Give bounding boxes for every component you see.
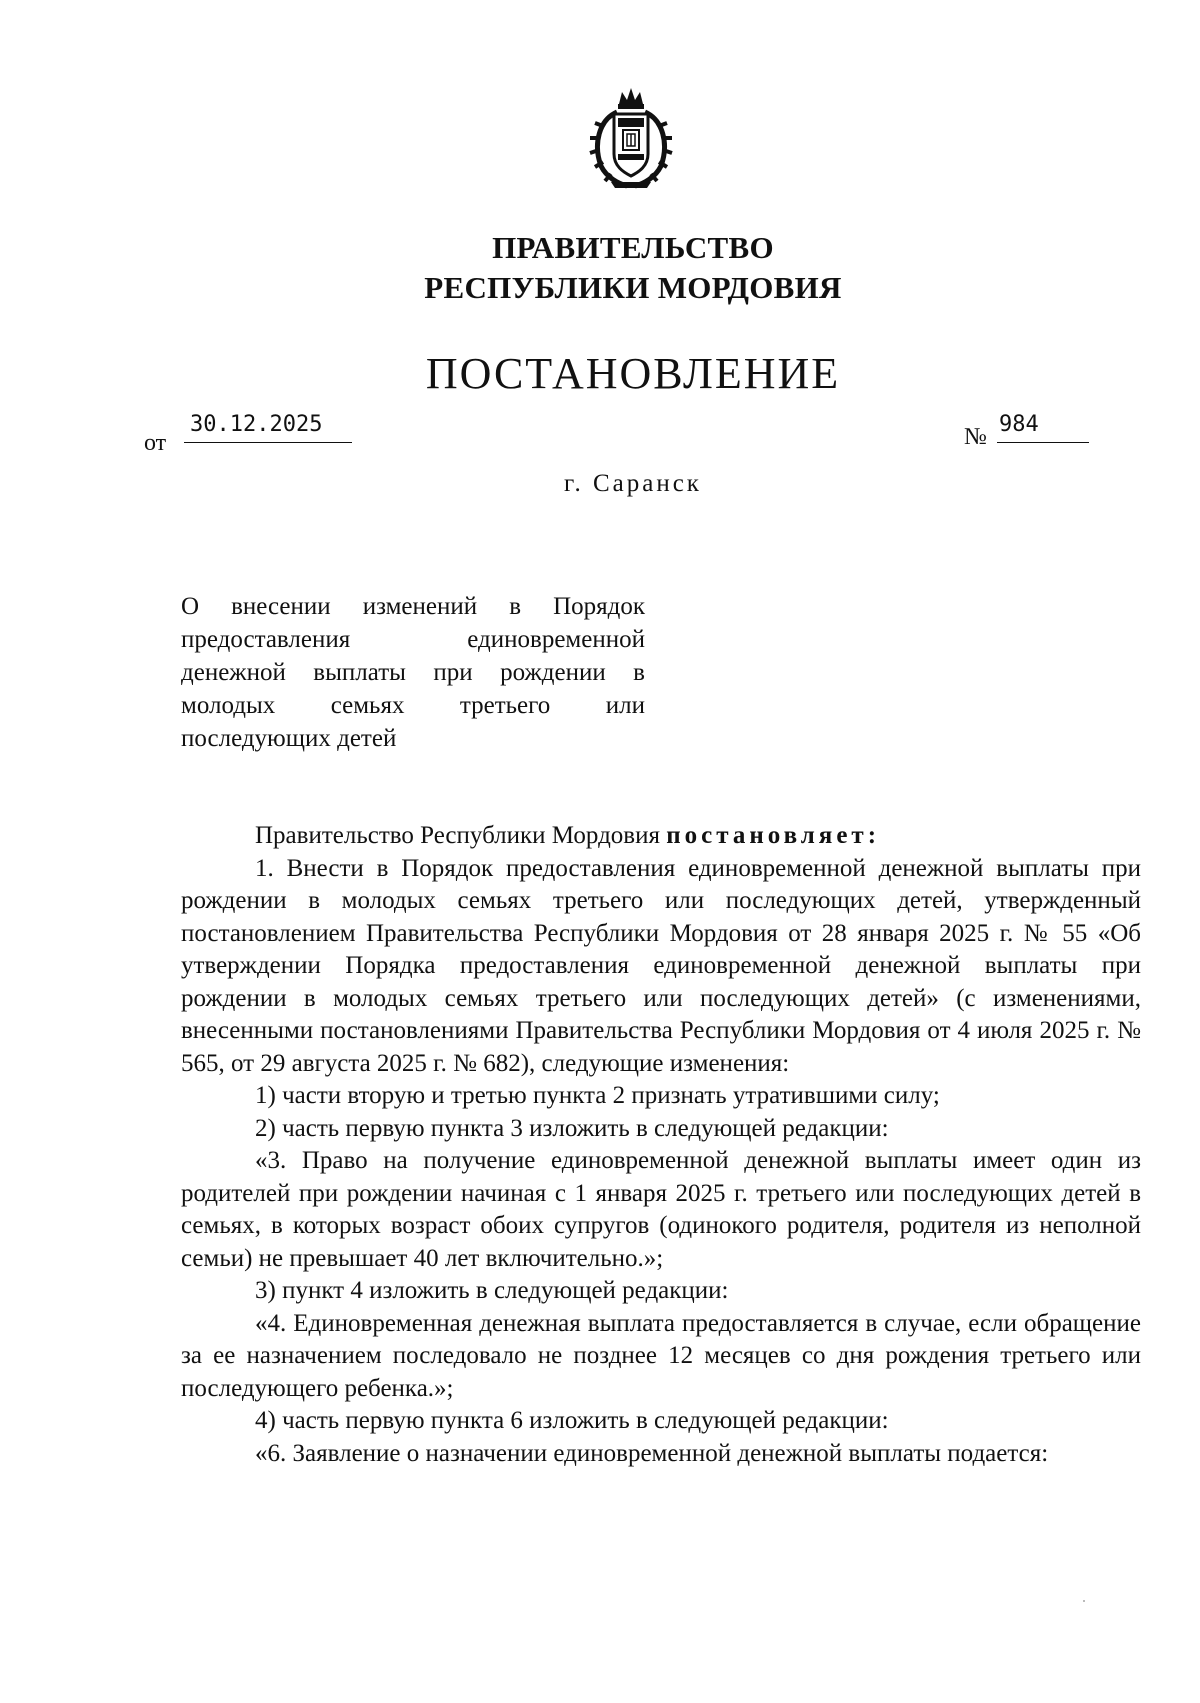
document-date: 30.12.2025 xyxy=(184,412,352,443)
government-name-line1: ПРАВИТЕЛЬСТВО xyxy=(492,230,774,265)
intro-text: Правительство Республики Мордовия xyxy=(255,822,660,849)
body-paragraph: «4. Единовременная денежная выплата предоставляется в случае, если обращение за ее назначением последовало не позднее 12 месяцев со дня рождения третьего или последующего ребенка.»; xyxy=(181,1309,1141,1402)
body-paragraph: 3) пункт 4 изложить в следующей редакции: xyxy=(255,1277,729,1304)
body-paragraph: «6. Заявление о назначении единовременной денежной выплаты подается: xyxy=(255,1439,1049,1467)
subject-line: предоставления единовременной xyxy=(181,626,645,653)
document-type-title: ПОСТАНОВЛЕНИЕ xyxy=(425,349,841,398)
body-paragraph: 1) части вторую и третью пункта 2 признать утратившими силу; xyxy=(255,1082,940,1109)
document-body xyxy=(181,820,1141,1470)
date-prefix: от xyxy=(144,430,167,456)
document-number: 984 xyxy=(997,412,1089,443)
subject-line: денежной выплаты при рождении в xyxy=(181,659,645,686)
scan-speck xyxy=(1083,1600,1085,1602)
body-paragraph: 4) часть первую пункта 6 изложить в следующей редакции: xyxy=(255,1407,889,1434)
decree-word: постановляет: xyxy=(666,822,881,849)
body-paragraph: 2) часть первую пункта 3 изложить в следующей редакции: xyxy=(255,1114,889,1142)
subject-line: О внесении изменений в Порядок xyxy=(181,593,645,620)
body-paragraph: 1. Внести в Порядок предоставления единовременной денежной выплаты при рождении в молодых семьях третьего или последующих детей, утвержденный постановлением Правительства Республики Мордовия от 28 января 2025 г. № 55 «Об утверждении Порядка предоставления единовременной денежной выплаты при рождении в молодых семьях третьего или последующих детей» (с изменениями, внесенными постановлениями Правительства Республики Мордовия от 4 июля 2025 г. № 565, от 29 августа 2025 г. № 682), следующие изменения: xyxy=(181,854,1141,1077)
government-name-line2: РЕСПУБЛИКИ МОРДОВИЯ xyxy=(424,270,842,305)
subject-line: последующих детей xyxy=(181,725,397,752)
number-prefix: № xyxy=(964,424,987,450)
subject-line: молодых семьях третьего или xyxy=(181,692,645,719)
coat-of-arms-icon xyxy=(581,82,681,192)
intro-paragraph xyxy=(181,820,1141,853)
city-line: г. Саранск xyxy=(564,470,702,497)
document-subject xyxy=(181,590,645,755)
body-paragraph: «3. Право на получение единовременной денежной выплаты имеет один из родителей при рождении начиная с 1 января 2025 г. третьего или последующих детей в семьях, в которых возраст обоих супругов (одинокого родителя, родителя из неполной семьи) не превышает 40 лет включительно.»; xyxy=(181,1147,1141,1272)
